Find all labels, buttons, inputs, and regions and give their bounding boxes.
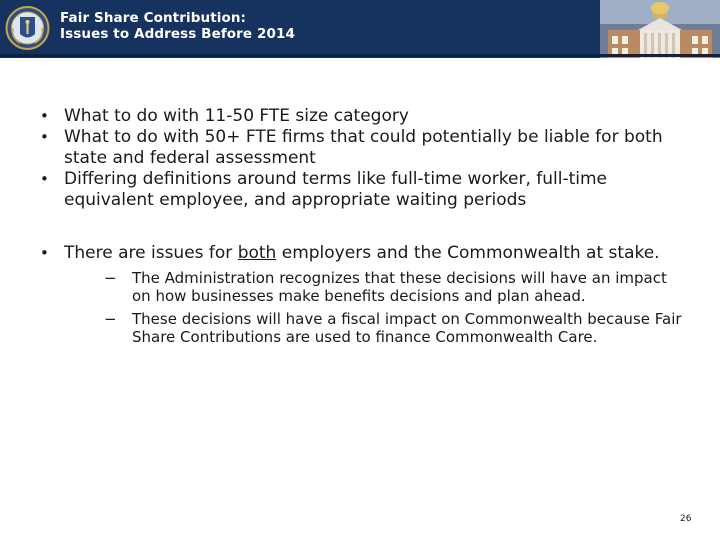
emphasis-text: both — [237, 243, 277, 263]
bullet-text: Differing definitions around terms like full-time worker, full-time equivalent employee, and appropriate waiting periods — [64, 169, 607, 210]
bullet-list — [38, 106, 688, 211]
sub-bullet-text: The Administration recognizes that these decisions will have an impact on how businesses make benefits decisions and plan ahead. — [132, 269, 667, 305]
page-number: 26 — [680, 514, 692, 524]
bullet-icon: • — [40, 244, 49, 262]
title-line-1: Fair Share Contribution: — [60, 10, 247, 26]
bullet-text-before: There are issues for — [64, 243, 238, 263]
bullet-icon: • — [40, 107, 49, 125]
header-bar — [0, 0, 720, 58]
state-house-building-icon — [600, 0, 720, 58]
bullet-text: What to do with 50+ FTE firms that could potentially be liable for both state and federal assessment — [64, 127, 663, 168]
sub-bullet-text: These decisions will have a fiscal impact on Commonwealth because Fair Share Contributions are used to finance Commonwealth Care. — [132, 310, 682, 346]
sub-bullet-item — [64, 270, 688, 305]
massachusetts-seal-icon — [5, 4, 50, 52]
title-line-2: Issues to Address Before 2014 — [60, 26, 295, 42]
bullet-item — [38, 169, 688, 211]
dash-icon: − — [104, 269, 117, 287]
bullet-text-after: employers and the Commonwealth at stake. — [276, 243, 660, 263]
sub-bullet-list — [64, 270, 688, 346]
bullet-list-2 — [38, 243, 688, 346]
header-divider — [0, 54, 720, 57]
bullet-icon: • — [40, 128, 49, 146]
bullet-item — [38, 127, 688, 169]
dash-icon: − — [104, 310, 117, 328]
sub-bullet-item — [64, 311, 688, 346]
bullet-text: What to do with 11-50 FTE size category — [64, 106, 409, 126]
bullet-icon: • — [40, 170, 49, 188]
bullet-item — [38, 106, 688, 127]
slide-body — [38, 106, 688, 352]
slide-title — [60, 10, 295, 42]
spacer — [38, 211, 688, 243]
bullet-item — [38, 243, 688, 346]
